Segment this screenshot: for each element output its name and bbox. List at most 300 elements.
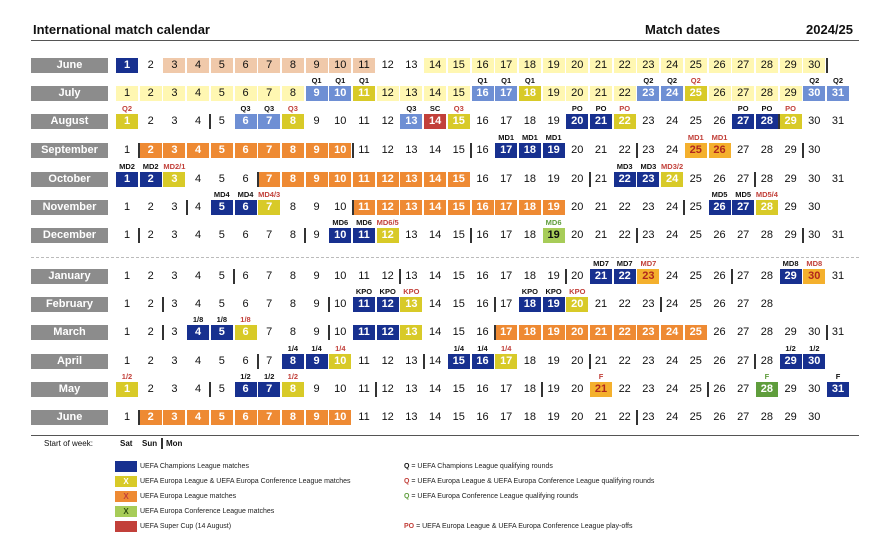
day-cell: 1 xyxy=(123,355,131,367)
round-label: MD5 xyxy=(711,190,728,199)
day-cell: 14 xyxy=(428,355,442,367)
day-cell: 29 xyxy=(784,201,797,213)
day-cell: 27 xyxy=(737,355,750,367)
round-label: 1/4 xyxy=(500,344,512,353)
day-cell: 26 xyxy=(713,270,726,282)
day-cell: 1 xyxy=(116,382,138,397)
legend-swatch: X xyxy=(115,506,137,517)
round-label: PO xyxy=(595,104,607,113)
day-cell: 24 xyxy=(661,325,683,340)
week-sat: Sat xyxy=(120,439,133,448)
day-cell: 3 xyxy=(171,298,178,310)
day-cell: 13 xyxy=(405,270,418,282)
week-separator xyxy=(636,410,638,425)
day-cell: 30 xyxy=(808,115,821,127)
day-cell: 29 xyxy=(780,114,802,129)
day-cell: 1 xyxy=(123,229,131,241)
day-cell: 25 xyxy=(685,86,707,101)
week-separator xyxy=(138,228,140,243)
day-cell: 15 xyxy=(452,326,465,338)
day-cell: 18 xyxy=(519,200,541,215)
day-cell: 25 xyxy=(685,58,707,73)
day-cell: 11 xyxy=(358,411,370,423)
day-cell: 7 xyxy=(258,172,280,187)
month-label: October xyxy=(31,172,108,187)
week-separator xyxy=(209,114,211,129)
day-cell: 6 xyxy=(242,270,249,282)
day-cell: 14 xyxy=(428,270,442,282)
day-cell: 9 xyxy=(306,86,328,101)
day-cell: 24 xyxy=(665,115,679,127)
day-cell: 2 xyxy=(147,59,154,71)
round-label: 1/2 xyxy=(287,372,299,381)
week-separator xyxy=(778,114,780,129)
season-label: 2024/25 xyxy=(806,22,853,37)
day-cell: 24 xyxy=(665,355,679,367)
day-cell: 13 xyxy=(405,411,418,423)
day-cell: 22 xyxy=(618,355,631,367)
day-cell: 27 xyxy=(737,383,750,395)
month-label: April xyxy=(31,354,108,369)
round-label: Q2 xyxy=(667,76,678,85)
day-cell: 21 xyxy=(594,355,608,367)
round-label: Q1 xyxy=(358,76,369,85)
day-cell: 18 xyxy=(523,229,537,241)
day-cell: 25 xyxy=(689,383,702,395)
day-cell: 17 xyxy=(500,270,513,282)
week-separator xyxy=(754,172,756,187)
day-cell: 13 xyxy=(405,229,418,241)
day-cell: 14 xyxy=(424,172,446,187)
day-cell: 9 xyxy=(306,143,328,158)
round-label: MD2/1 xyxy=(163,162,186,171)
day-cell: 24 xyxy=(661,172,683,187)
day-cell: 4 xyxy=(187,325,209,340)
day-cell: 21 xyxy=(590,269,612,284)
day-cell: 9 xyxy=(306,58,328,73)
day-cell: 16 xyxy=(476,298,489,310)
day-cell: 31 xyxy=(827,86,849,101)
week-separator xyxy=(162,325,164,340)
day-cell: 15 xyxy=(448,86,470,101)
day-cell: 1 xyxy=(116,172,138,187)
day-cell: 9 xyxy=(306,172,328,187)
day-cell: 10 xyxy=(334,115,347,127)
day-cell: 6 xyxy=(235,143,257,158)
day-cell: 7 xyxy=(258,200,280,215)
day-cell: 16 xyxy=(476,144,489,156)
day-cell: 28 xyxy=(756,58,778,73)
day-cell: 15 xyxy=(452,229,465,241)
day-cell: 21 xyxy=(594,173,608,185)
round-label: MD4 xyxy=(213,190,230,199)
day-cell: 11 xyxy=(353,228,375,243)
day-cell: 10 xyxy=(334,326,347,338)
day-cell: 29 xyxy=(780,86,802,101)
day-cell: 28 xyxy=(756,382,778,397)
day-cell: 7 xyxy=(258,143,280,158)
day-cell: 10 xyxy=(329,58,351,73)
day-cell: 11 xyxy=(353,86,375,101)
day-cell: 1 xyxy=(116,114,138,129)
round-label: 1/4 xyxy=(453,344,465,353)
week-separator xyxy=(375,382,377,397)
day-cell: 29 xyxy=(780,58,802,73)
day-cell: 28 xyxy=(760,326,774,338)
day-cell: 17 xyxy=(500,173,513,185)
month-label: September xyxy=(31,143,108,158)
day-cell: 23 xyxy=(642,411,655,423)
day-cell: 25 xyxy=(685,143,707,158)
day-cell: 15 xyxy=(452,383,465,395)
day-cell: 3 xyxy=(163,86,185,101)
day-cell: 23 xyxy=(642,298,655,310)
day-cell: 12 xyxy=(377,86,399,101)
day-cell: 27 xyxy=(737,326,750,338)
round-label: Q2 xyxy=(121,104,132,113)
day-cell: 24 xyxy=(665,411,679,423)
day-cell: 4 xyxy=(187,410,209,425)
day-cell: 10 xyxy=(329,172,351,187)
day-cell: 12 xyxy=(377,228,399,243)
day-cell: 10 xyxy=(334,383,347,395)
month-label: May xyxy=(31,382,108,397)
round-label: PO xyxy=(571,104,583,113)
day-cell: 21 xyxy=(594,144,608,156)
day-cell: 5 xyxy=(218,173,225,185)
round-label: 1/8 xyxy=(192,315,204,324)
day-cell: 13 xyxy=(405,355,418,367)
round-label: 1/8 xyxy=(240,315,251,324)
week-separator xyxy=(589,354,591,369)
round-label: MD1 xyxy=(545,133,562,142)
day-cell: 19 xyxy=(543,86,565,101)
day-cell: 24 xyxy=(665,298,679,310)
round-label: SC xyxy=(429,104,441,113)
legend-key: PO xyxy=(404,523,415,530)
week-separator xyxy=(826,325,828,340)
day-cell: 11 xyxy=(358,383,370,395)
day-cell: 20 xyxy=(571,201,584,213)
day-cell: 27 xyxy=(737,144,750,156)
day-cell: 10 xyxy=(329,143,351,158)
day-cell: 30 xyxy=(803,86,825,101)
week-separator xyxy=(209,382,211,397)
day-cell: 8 xyxy=(282,86,304,101)
day-cell: 18 xyxy=(523,411,537,423)
day-cell: 27 xyxy=(737,270,750,282)
week-separator xyxy=(802,143,804,158)
day-cell: 13 xyxy=(405,59,418,71)
day-cell: 15 xyxy=(448,114,470,129)
day-cell: 10 xyxy=(329,228,351,243)
day-cell: 3 xyxy=(171,229,178,241)
round-label: MD3/2 xyxy=(661,162,684,171)
round-label: MD8 xyxy=(782,259,799,268)
day-cell: 8 xyxy=(282,114,304,129)
day-cell: 12 xyxy=(381,270,394,282)
day-cell: 23 xyxy=(637,172,659,187)
day-cell: 23 xyxy=(642,144,655,156)
page-title: International match calendar xyxy=(33,22,210,37)
round-label: Q3 xyxy=(264,104,275,113)
day-cell: 11 xyxy=(353,200,375,215)
round-label: 1/4 xyxy=(311,344,322,353)
day-cell: 15 xyxy=(448,58,470,73)
day-cell: 31 xyxy=(831,173,845,185)
mid-divider xyxy=(31,257,859,258)
day-cell: 27 xyxy=(732,86,754,101)
round-label: F xyxy=(598,372,604,381)
round-label: MD2 xyxy=(142,162,159,171)
day-cell: 28 xyxy=(760,173,774,185)
day-cell: 11 xyxy=(358,270,370,282)
day-cell: 30 xyxy=(803,58,825,73)
day-cell: 11 xyxy=(358,355,370,367)
day-cell: 23 xyxy=(637,86,659,101)
day-cell: 22 xyxy=(614,58,636,73)
day-cell: 13 xyxy=(400,297,422,312)
day-cell: 21 xyxy=(590,382,612,397)
day-cell: 9 xyxy=(306,354,328,369)
day-cell: 27 xyxy=(737,411,750,423)
round-label: 1/4 xyxy=(477,344,488,353)
week-separator xyxy=(470,143,472,158)
day-cell: 4 xyxy=(195,173,202,185)
day-cell: 10 xyxy=(329,354,351,369)
round-label: MD5/4 xyxy=(755,190,778,199)
day-cell: 25 xyxy=(689,411,702,423)
day-cell: 31 xyxy=(831,115,845,127)
day-cell: 26 xyxy=(713,383,726,395)
day-cell: 13 xyxy=(405,383,418,395)
round-label: MD7 xyxy=(616,259,633,268)
day-cell: 26 xyxy=(709,200,731,215)
day-cell: 22 xyxy=(614,86,636,101)
round-label: MD3 xyxy=(616,162,633,171)
round-label: KPO xyxy=(379,287,396,296)
day-cell: 26 xyxy=(713,229,726,241)
day-cell: 21 xyxy=(590,114,612,129)
day-cell: 20 xyxy=(566,86,588,101)
day-cell: 4 xyxy=(195,298,202,310)
week-separator xyxy=(161,438,163,449)
day-cell: 16 xyxy=(476,270,489,282)
day-cell: 19 xyxy=(547,270,560,282)
day-cell: 10 xyxy=(334,270,347,282)
round-label: MD6 xyxy=(545,218,562,227)
day-cell: 21 xyxy=(594,229,608,241)
day-cell: 11 xyxy=(353,325,375,340)
round-label: Q3 xyxy=(453,104,464,113)
day-cell: 7 xyxy=(266,298,273,310)
day-cell: 6 xyxy=(235,114,257,129)
day-cell: 15 xyxy=(448,200,470,215)
day-cell: 22 xyxy=(618,201,631,213)
day-cell: 12 xyxy=(377,172,399,187)
round-label: KPO xyxy=(521,287,539,296)
day-cell: 29 xyxy=(784,326,797,338)
day-cell: 6 xyxy=(242,173,249,185)
day-cell: 8 xyxy=(282,410,304,425)
round-label: MD4/3 xyxy=(258,190,281,199)
day-cell: 18 xyxy=(523,173,537,185)
day-cell: 15 xyxy=(448,172,470,187)
day-cell: 5 xyxy=(211,58,233,73)
day-cell: 16 xyxy=(472,58,494,73)
day-cell: 29 xyxy=(780,354,802,369)
day-cell: 3 xyxy=(171,270,178,282)
legend-key: Q xyxy=(404,463,410,470)
day-cell: 1 xyxy=(123,298,131,310)
day-cell: 3 xyxy=(171,326,178,338)
day-cell: 28 xyxy=(760,270,774,282)
day-cell: 8 xyxy=(289,270,296,282)
day-cell: 28 xyxy=(760,229,774,241)
day-cell: 3 xyxy=(171,383,178,395)
day-cell: 6 xyxy=(235,382,257,397)
day-cell: 1 xyxy=(123,270,131,282)
day-cell: 7 xyxy=(266,326,273,338)
day-cell: 28 xyxy=(756,114,778,129)
day-cell: 18 xyxy=(523,270,537,282)
day-cell: 4 xyxy=(195,201,202,213)
round-label: 1/2 xyxy=(785,344,796,353)
day-cell: 3 xyxy=(163,58,185,73)
day-cell: 30 xyxy=(808,326,821,338)
day-cell: 1 xyxy=(123,201,131,213)
round-label: Q3 xyxy=(240,104,251,113)
day-cell: 25 xyxy=(689,173,702,185)
day-cell: 16 xyxy=(472,354,494,369)
round-label: Q1 xyxy=(501,76,512,85)
day-cell: 11 xyxy=(358,144,370,156)
week-separator xyxy=(138,410,140,425)
day-cell: 30 xyxy=(808,144,821,156)
day-cell: 19 xyxy=(543,297,565,312)
round-label: MD1 xyxy=(521,133,538,142)
day-cell: 30 xyxy=(808,411,821,423)
day-cell: 1 xyxy=(123,144,131,156)
day-cell: 24 xyxy=(665,270,679,282)
day-cell: 22 xyxy=(614,269,636,284)
round-label: Q3 xyxy=(287,104,298,113)
day-cell: 11 xyxy=(353,172,375,187)
day-cell: 18 xyxy=(519,58,541,73)
week-separator xyxy=(660,297,662,312)
day-cell: 27 xyxy=(732,58,754,73)
day-cell: 26 xyxy=(713,326,726,338)
legend-key: Q xyxy=(404,493,410,500)
round-label: MD1 xyxy=(687,133,704,142)
day-cell: 21 xyxy=(590,58,612,73)
month-label: January xyxy=(31,269,108,284)
day-cell: 4 xyxy=(195,355,202,367)
day-cell: 19 xyxy=(543,228,565,243)
day-cell: 16 xyxy=(476,173,489,185)
day-cell: 7 xyxy=(258,410,280,425)
day-cell: 3 xyxy=(163,143,185,158)
day-cell: 18 xyxy=(519,143,541,158)
day-cell: 21 xyxy=(594,411,608,423)
week-separator xyxy=(328,297,330,312)
week-separator xyxy=(707,382,709,397)
week-separator xyxy=(257,354,259,369)
legend-key-text: = UEFA Europa Conference League qualifying rounds xyxy=(409,493,579,500)
month-label: November xyxy=(31,200,108,215)
round-label: KPO xyxy=(403,287,420,296)
day-cell: 6 xyxy=(235,86,257,101)
week-separator xyxy=(328,325,330,340)
week-separator xyxy=(352,143,354,158)
week-separator xyxy=(186,200,188,215)
day-cell: 19 xyxy=(543,58,565,73)
round-label: Q2 xyxy=(643,76,654,85)
day-cell: 23 xyxy=(642,355,655,367)
header-rule xyxy=(31,40,859,41)
round-label: 1/2 xyxy=(809,344,820,353)
week-separator xyxy=(494,325,496,340)
day-cell: 13 xyxy=(405,144,418,156)
day-cell: 2 xyxy=(147,383,154,395)
day-cell: 28 xyxy=(760,355,774,367)
day-cell: 2 xyxy=(147,115,154,127)
day-cell: 1 xyxy=(123,326,131,338)
day-cell: 14 xyxy=(424,200,446,215)
day-cell: 31 xyxy=(831,326,845,338)
day-cell: 23 xyxy=(642,115,655,127)
day-cell: 12 xyxy=(381,144,394,156)
day-cell: 30 xyxy=(803,354,825,369)
day-cell: 25 xyxy=(689,201,702,213)
day-cell: 14 xyxy=(428,229,442,241)
round-label: PO xyxy=(761,104,773,113)
day-cell: 4 xyxy=(195,270,202,282)
round-label: KPO xyxy=(545,287,562,296)
round-label: 1/8 xyxy=(216,315,228,324)
day-cell: 1 xyxy=(123,411,131,423)
day-cell: 16 xyxy=(472,200,494,215)
day-cell: 26 xyxy=(713,411,726,423)
day-cell: 23 xyxy=(637,269,659,284)
round-label: 1/4 xyxy=(335,344,346,353)
day-cell: 5 xyxy=(211,410,233,425)
day-cell: 20 xyxy=(571,144,584,156)
day-cell: 13 xyxy=(400,114,422,129)
day-cell: 9 xyxy=(313,201,320,213)
week-separator xyxy=(541,382,543,397)
day-cell: 5 xyxy=(218,355,225,367)
day-cell: 25 xyxy=(689,355,702,367)
day-cell: 10 xyxy=(329,410,351,425)
day-cell: 6 xyxy=(235,325,257,340)
day-cell: 17 xyxy=(500,298,513,310)
day-cell: 19 xyxy=(543,200,565,215)
legend-key: Q xyxy=(404,478,410,485)
day-cell: 29 xyxy=(784,229,797,241)
day-cell: 20 xyxy=(566,297,588,312)
day-cell: 13 xyxy=(400,86,422,101)
round-label: PO xyxy=(785,104,797,113)
round-label: MD6 xyxy=(332,218,349,227)
month-label: February xyxy=(31,297,108,312)
week-separator xyxy=(162,297,164,312)
day-cell: 20 xyxy=(571,229,584,241)
day-cell: 12 xyxy=(381,355,394,367)
legend-swatch: X xyxy=(115,476,137,487)
day-cell: 18 xyxy=(523,355,537,367)
round-label: MD1 xyxy=(711,133,728,142)
